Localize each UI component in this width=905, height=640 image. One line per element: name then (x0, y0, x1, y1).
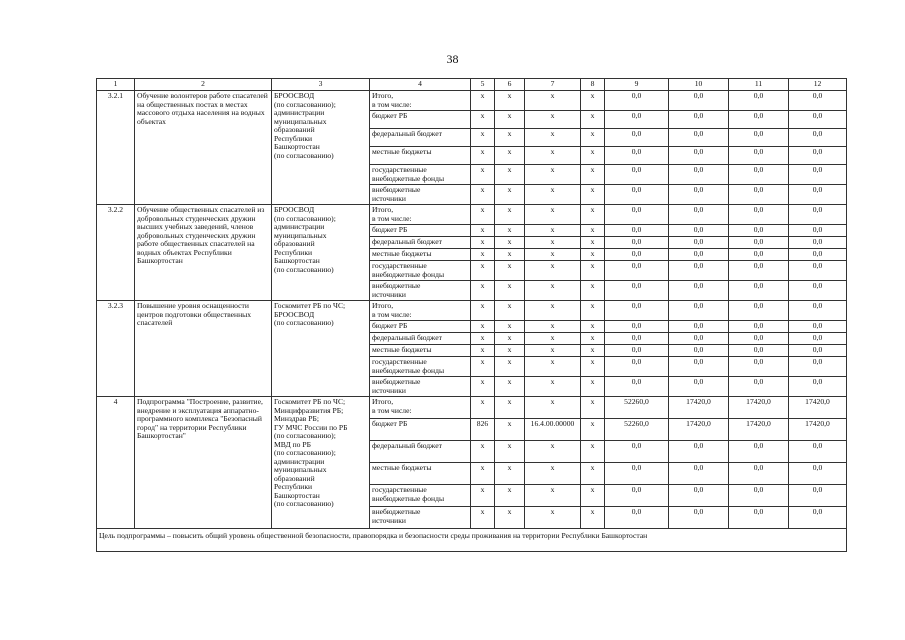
item-executor: Госкомитет РБ по ЧС; БРООСВОД (по согласованию) (272, 301, 370, 397)
value-cell: 17420,0 (669, 397, 729, 419)
value-cell: x (471, 377, 495, 397)
value-cell: x (525, 165, 581, 185)
value-cell: x (581, 237, 605, 249)
value-cell: 0,0 (729, 321, 789, 333)
value-cell: x (471, 333, 495, 345)
value-cell: 0,0 (729, 345, 789, 357)
value-cell: 0,0 (605, 165, 669, 185)
value-cell: 0,0 (729, 333, 789, 345)
value-cell: 0,0 (669, 321, 729, 333)
value-cell: x (525, 225, 581, 237)
value-cell: x (495, 377, 525, 397)
table-row (97, 91, 847, 111)
page-number: 38 (446, 52, 459, 66)
value-cell: x (581, 91, 605, 111)
item-number: 4 (97, 397, 135, 529)
value-cell: x (525, 147, 581, 165)
funding-source: Итого, в том числе: (370, 91, 471, 111)
value-cell: 0,0 (669, 261, 729, 281)
value-cell: 0,0 (605, 185, 669, 205)
funding-source: Итого, в том числе: (370, 301, 471, 321)
funding-source: местные бюджеты (370, 463, 471, 485)
value-cell: 0,0 (669, 301, 729, 321)
value-cell: 0,0 (789, 111, 847, 129)
item-executor: Госкомитет РБ по ЧС; Минцифразвития РБ; Минздрав РБ; ГУ МЧС России по РБ (по согласованию); МВД по РБ (по согласованию); администрации муниципальных образований Республики Башкортостан (по согласованию) (272, 397, 370, 529)
value-cell: 0,0 (605, 91, 669, 111)
value-cell: 0,0 (789, 463, 847, 485)
value-cell: 0,0 (669, 225, 729, 237)
value-cell: x (525, 281, 581, 301)
item-number: 3.2.1 (97, 91, 135, 205)
value-cell: x (581, 321, 605, 333)
value-cell: 0,0 (729, 441, 789, 463)
funding-source: государственные внебюджетные фонды (370, 261, 471, 281)
value-cell: x (471, 225, 495, 237)
value-cell: 0,0 (669, 377, 729, 397)
header-cell: 5 (471, 79, 495, 91)
subprogram-goal: Цель подпрограммы – повысить общий уровень общественной безопасности, правопорядка и безопасности среды проживания на территории Республики Башкортостан (97, 529, 847, 552)
value-cell: 0,0 (789, 333, 847, 345)
value-cell: 0,0 (605, 333, 669, 345)
value-cell: 0,0 (605, 225, 669, 237)
value-cell: x (581, 333, 605, 345)
value-cell: 0,0 (789, 165, 847, 185)
value-cell: x (525, 249, 581, 261)
value-cell: x (471, 111, 495, 129)
value-cell: x (525, 357, 581, 377)
value-cell: x (471, 345, 495, 357)
funding-source: федеральный бюджет (370, 237, 471, 249)
value-cell: 0,0 (605, 237, 669, 249)
header-cell: 3 (272, 79, 370, 91)
value-cell: 0,0 (729, 237, 789, 249)
value-cell: x (471, 281, 495, 301)
value-cell: 16.4.00.00000 (525, 419, 581, 441)
value-cell: x (471, 397, 495, 419)
table-body (97, 79, 847, 552)
value-cell: x (471, 165, 495, 185)
value-cell: 0,0 (789, 321, 847, 333)
value-cell: 0,0 (669, 249, 729, 261)
value-cell: 0,0 (789, 507, 847, 529)
value-cell: 0,0 (605, 463, 669, 485)
funding-source: федеральный бюджет (370, 129, 471, 147)
funding-source: местные бюджеты (370, 345, 471, 357)
value-cell: x (525, 237, 581, 249)
value-cell: 0,0 (729, 91, 789, 111)
value-cell: 0,0 (789, 377, 847, 397)
value-cell: x (581, 397, 605, 419)
value-cell: x (581, 225, 605, 237)
value-cell: 0,0 (669, 185, 729, 205)
funding-source: внебюджетные источники (370, 185, 471, 205)
header-cell: 6 (495, 79, 525, 91)
table-row (97, 205, 847, 225)
header-cell: 9 (605, 79, 669, 91)
value-cell: 17420,0 (729, 419, 789, 441)
value-cell: x (471, 185, 495, 205)
value-cell: 0,0 (789, 261, 847, 281)
value-cell: 0,0 (669, 507, 729, 529)
value-cell: 0,0 (669, 205, 729, 225)
value-cell: 0,0 (669, 463, 729, 485)
funding-source: федеральный бюджет (370, 441, 471, 463)
value-cell: 0,0 (729, 205, 789, 225)
value-cell: 52260,0 (605, 419, 669, 441)
value-cell: 52260,0 (605, 397, 669, 419)
value-cell: x (525, 205, 581, 225)
item-executor: БРООСВОД (по согласованию); администрации муниципальных образований Республики Башкортостан (по согласованию) (272, 205, 370, 301)
funding-source: бюджет РБ (370, 321, 471, 333)
funding-source: бюджет РБ (370, 225, 471, 237)
value-cell: 0,0 (789, 249, 847, 261)
value-cell: 0,0 (729, 463, 789, 485)
value-cell: 0,0 (789, 185, 847, 205)
value-cell: x (525, 463, 581, 485)
value-cell: x (581, 129, 605, 147)
value-cell: x (495, 91, 525, 111)
value-cell: x (471, 237, 495, 249)
header-cell: 10 (669, 79, 729, 91)
value-cell: x (471, 485, 495, 507)
value-cell: x (471, 463, 495, 485)
value-cell: x (525, 377, 581, 397)
value-cell: 0,0 (729, 357, 789, 377)
value-cell: 0,0 (729, 301, 789, 321)
value-cell: 0,0 (729, 507, 789, 529)
value-cell: 0,0 (669, 129, 729, 147)
value-cell: x (471, 129, 495, 147)
value-cell: 0,0 (669, 357, 729, 377)
value-cell: x (581, 165, 605, 185)
value-cell: x (581, 507, 605, 529)
value-cell: 0,0 (789, 237, 847, 249)
value-cell: 0,0 (605, 249, 669, 261)
value-cell: x (495, 225, 525, 237)
header-cell: 11 (729, 79, 789, 91)
funding-source: государственные внебюджетные фонды (370, 485, 471, 507)
funding-source: федеральный бюджет (370, 333, 471, 345)
value-cell: 826 (471, 419, 495, 441)
funding-source: Итого, в том числе: (370, 205, 471, 225)
item-name: Подпрограмма "Построение, развитие, внедрение и эксплуатация аппаратно-программного комплекса "Безопасный город" на территории Республики Башкортостан" (135, 397, 272, 529)
value-cell: 17420,0 (789, 397, 847, 419)
value-cell: x (581, 345, 605, 357)
value-cell: x (525, 333, 581, 345)
goal-row (97, 529, 847, 552)
funding-source: местные бюджеты (370, 249, 471, 261)
header-cell: 7 (525, 79, 581, 91)
table-row (97, 301, 847, 321)
value-cell: 0,0 (789, 147, 847, 165)
value-cell: 0,0 (729, 147, 789, 165)
value-cell: 0,0 (789, 281, 847, 301)
value-cell: x (495, 463, 525, 485)
value-cell: x (495, 261, 525, 281)
funding-source: Итого, в том числе: (370, 397, 471, 419)
funding-source: местные бюджеты (370, 147, 471, 165)
value-cell: x (471, 321, 495, 333)
value-cell: x (581, 281, 605, 301)
value-cell: 0,0 (669, 91, 729, 111)
value-cell: 0,0 (605, 129, 669, 147)
value-cell: 0,0 (789, 345, 847, 357)
value-cell: x (525, 91, 581, 111)
value-cell: 0,0 (605, 345, 669, 357)
value-cell: x (525, 111, 581, 129)
value-cell: 0,0 (789, 129, 847, 147)
item-name: Обучение общественных спасателей из добровольных студенческих дружин высших учебных заведений, членов добровольных студенческих дружин работе общественных спасателей на водных объектах Республики Башкортостан (135, 205, 272, 301)
value-cell: 0,0 (605, 205, 669, 225)
value-cell: 0,0 (669, 165, 729, 185)
value-cell: 0,0 (789, 91, 847, 111)
funding-source: внебюджетные источники (370, 281, 471, 301)
value-cell: x (581, 185, 605, 205)
value-cell: x (495, 485, 525, 507)
value-cell: 0,0 (669, 147, 729, 165)
funding-source: государственные внебюджетные фонды (370, 165, 471, 185)
value-cell: 0,0 (729, 377, 789, 397)
header-cell: 8 (581, 79, 605, 91)
value-cell: 0,0 (789, 485, 847, 507)
value-cell: 0,0 (605, 485, 669, 507)
value-cell: 0,0 (729, 261, 789, 281)
value-cell: x (471, 441, 495, 463)
value-cell: x (525, 301, 581, 321)
value-cell: x (581, 261, 605, 281)
value-cell: x (495, 281, 525, 301)
header-row (97, 79, 847, 91)
value-cell: x (471, 301, 495, 321)
value-cell: 0,0 (605, 281, 669, 301)
value-cell: 0,0 (729, 485, 789, 507)
value-cell: x (495, 507, 525, 529)
value-cell: 0,0 (789, 357, 847, 377)
value-cell: 0,0 (669, 333, 729, 345)
value-cell: x (581, 249, 605, 261)
value-cell: 0,0 (729, 225, 789, 237)
header-cell: 1 (97, 79, 135, 91)
value-cell: x (525, 185, 581, 205)
value-cell: x (581, 357, 605, 377)
value-cell: 0,0 (729, 281, 789, 301)
value-cell: x (495, 111, 525, 129)
value-cell: 0,0 (789, 225, 847, 237)
value-cell: x (581, 441, 605, 463)
value-cell: x (495, 345, 525, 357)
value-cell: x (581, 147, 605, 165)
value-cell: 0,0 (605, 507, 669, 529)
value-cell: x (495, 321, 525, 333)
value-cell: x (471, 147, 495, 165)
value-cell: 0,0 (669, 441, 729, 463)
value-cell: 0,0 (729, 165, 789, 185)
value-cell: x (525, 485, 581, 507)
value-cell: 0,0 (605, 377, 669, 397)
value-cell: x (495, 419, 525, 441)
funding-source: бюджет РБ (370, 419, 471, 441)
value-cell: 0,0 (605, 441, 669, 463)
item-number: 3.2.2 (97, 205, 135, 301)
value-cell: x (525, 345, 581, 357)
value-cell: x (495, 205, 525, 225)
value-cell: x (581, 377, 605, 397)
budget-table (96, 78, 847, 552)
value-cell: 0,0 (789, 205, 847, 225)
value-cell: 0,0 (669, 281, 729, 301)
item-number: 3.2.3 (97, 301, 135, 397)
value-cell: x (471, 91, 495, 111)
value-cell: 0,0 (605, 321, 669, 333)
value-cell: 0,0 (605, 357, 669, 377)
value-cell: 0,0 (605, 147, 669, 165)
value-cell: 0,0 (669, 345, 729, 357)
value-cell: 0,0 (669, 485, 729, 507)
value-cell: x (525, 261, 581, 281)
value-cell: 0,0 (789, 441, 847, 463)
value-cell: x (525, 507, 581, 529)
value-cell: x (471, 507, 495, 529)
value-cell: 0,0 (605, 111, 669, 129)
value-cell: 0,0 (729, 129, 789, 147)
value-cell: x (495, 333, 525, 345)
header-cell: 12 (789, 79, 847, 91)
value-cell: x (581, 419, 605, 441)
value-cell: x (495, 249, 525, 261)
table-row (97, 397, 847, 419)
funding-source: бюджет РБ (370, 111, 471, 129)
value-cell: x (471, 357, 495, 377)
value-cell: x (495, 129, 525, 147)
value-cell: 17420,0 (729, 397, 789, 419)
value-cell: x (495, 185, 525, 205)
value-cell: 17420,0 (669, 419, 729, 441)
value-cell: x (495, 237, 525, 249)
value-cell: 0,0 (729, 111, 789, 129)
value-cell: x (581, 463, 605, 485)
value-cell: 0,0 (729, 249, 789, 261)
value-cell: x (471, 261, 495, 281)
value-cell: 0,0 (605, 261, 669, 281)
value-cell: x (471, 205, 495, 225)
header-cell: 4 (370, 79, 471, 91)
value-cell: x (495, 397, 525, 419)
value-cell: x (495, 165, 525, 185)
value-cell: x (495, 147, 525, 165)
value-cell: x (525, 441, 581, 463)
item-name: Обучение волонтеров работе спасателей на общественных постах в местах массового отдыха населения на водных объектах (135, 91, 272, 205)
value-cell: 0,0 (669, 237, 729, 249)
header-cell: 2 (135, 79, 272, 91)
value-cell: x (471, 249, 495, 261)
value-cell: x (525, 321, 581, 333)
value-cell: 0,0 (789, 301, 847, 321)
value-cell: 0,0 (729, 185, 789, 205)
item-executor: БРООСВОД (по согласованию); администрации муниципальных образований Республики Башкортостан (по согласованию) (272, 91, 370, 205)
value-cell: x (581, 301, 605, 321)
value-cell: x (581, 485, 605, 507)
value-cell: x (581, 111, 605, 129)
value-cell: x (525, 397, 581, 419)
funding-source: государственные внебюджетные фонды (370, 357, 471, 377)
value-cell: 0,0 (605, 301, 669, 321)
item-name: Повышение уровня оснащенности центров подготовки общественных спасателей (135, 301, 272, 397)
funding-source: внебюджетные источники (370, 507, 471, 529)
value-cell: 17420,0 (789, 419, 847, 441)
value-cell: x (495, 357, 525, 377)
value-cell: x (525, 129, 581, 147)
value-cell: x (495, 441, 525, 463)
value-cell: x (495, 301, 525, 321)
value-cell: x (581, 205, 605, 225)
value-cell: 0,0 (669, 111, 729, 129)
funding-source: внебюджетные источники (370, 377, 471, 397)
